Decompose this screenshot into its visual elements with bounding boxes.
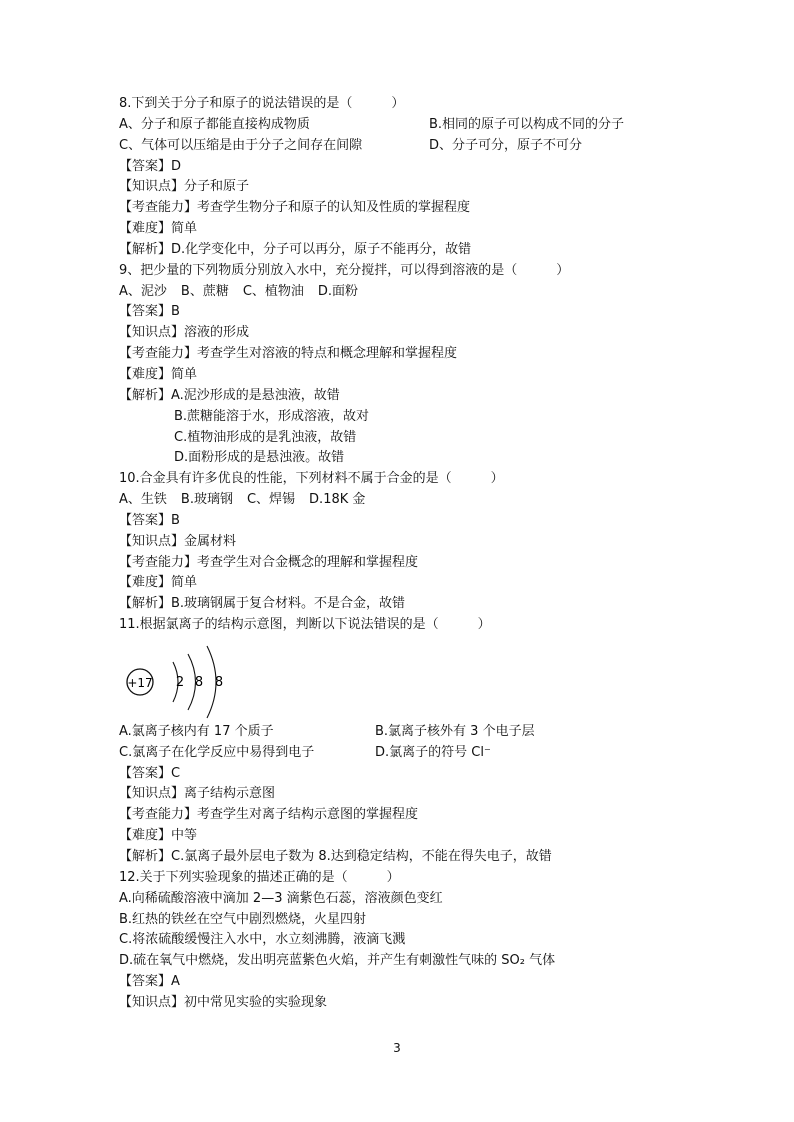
analysis-line: 【解析】B.玻璃钢属于复合材料。不是合金，故错 — [119, 596, 406, 612]
analysis-line: 【解析】A.泥沙形成的是悬浊液，故错 — [119, 387, 340, 403]
question-title: 8.下到关于分子和原子的说法错误的是（ ） — [119, 96, 405, 111]
document-body — [119, 94, 679, 1014]
difficulty-line: 【难度】简单 — [119, 366, 198, 382]
answer-option: C.将浓硫酸缓慢注入水中，水立刻沸腾，液滴飞溅 — [119, 932, 406, 948]
difficulty-line: 【难度】简单 — [119, 221, 198, 237]
question-title: 11.根据氯离子的结构示意图，判断以下说法错误的是（ ） — [119, 617, 491, 633]
answer-option: B.红热的铁丝在空气中剧烈燃烧，火星四射 — [119, 911, 367, 927]
option-row — [119, 115, 679, 136]
option-row — [119, 490, 679, 511]
answer-option: C、植物油 — [242, 283, 304, 299]
answer-option: B.玻璃钢 — [180, 492, 233, 508]
answer-line: 【答案】C — [119, 765, 181, 781]
answer-option: D、分子可分，原子不可分 — [429, 137, 583, 153]
answer-option: D.硫在氧气中燃烧，发出明亮蓝紫色火焰，并产生有刺激性气味的 SO₂ 气体 — [119, 953, 556, 969]
answer-option: A、分子和原子都能直接构成物质 — [119, 116, 310, 132]
answer-option: A、泥沙 — [119, 283, 167, 299]
question-title: 9、把少量的下列物质分别放入水中，充分搅拌，可以得到溶液的是（ ） — [119, 262, 570, 278]
answer-line: 【答案】B — [119, 512, 180, 528]
answer-option: C.氯离子在化学反应中易得到电子 — [119, 744, 315, 760]
ability-line: 【考查能力】考查学生物分子和原子的认知及性质的掌握程度 — [119, 200, 471, 216]
answer-option: A.向稀硫酸溶液中滴加 2—3 滴紫色石蕊，溶液颜色变红 — [119, 890, 443, 906]
analysis-line: D.面粉形成的是悬浊液。故错 — [174, 450, 345, 466]
page-number: 3 — [393, 1041, 401, 1055]
chloride-ion-structure-diagram — [119, 636, 679, 722]
difficulty-line: 【难度】简单 — [119, 575, 198, 591]
answer-option: A.氯离子核内有 17 个质子 — [119, 723, 274, 739]
answer-option: A、生铁 — [119, 492, 167, 508]
knowledge-line: 【知识点】分子和原子 — [119, 179, 250, 195]
answer-option: C、气体可以压缩是由于分子之间存在间隙 — [119, 137, 363, 153]
shell-electron-count: 8 — [214, 674, 224, 690]
ability-line: 【考查能力】考查学生对溶液的特点和概念理解和掌握程度 — [119, 346, 458, 362]
answer-option: B.氯离子核外有 3 个电子层 — [375, 723, 535, 739]
answer-option: D.氯离子的符号 Cl⁻ — [375, 744, 491, 760]
analysis-line: B.蔗糖能溶于水，形成溶液，故对 — [174, 408, 370, 424]
analysis-line: 【解析】C.氯离子最外层电子数为 8.达到稳定结构，不能在得失电子，故错 — [119, 849, 552, 864]
answer-option: D.18K 金 — [309, 492, 366, 508]
shell-electron-count: 2 — [175, 674, 185, 690]
answer-option: D.面粉 — [317, 283, 359, 299]
question-title: 10.合金具有许多优良的性能，下列材料不属于合金的是（ ） — [119, 471, 504, 487]
analysis-line: C.植物油形成的是乳浊液，故错 — [174, 429, 357, 445]
ability-line: 【考查能力】考查学生对合金概念的理解和掌握程度 — [119, 554, 419, 570]
knowledge-line: 【知识点】离子结构示意图 — [119, 786, 276, 802]
option-row — [119, 282, 679, 303]
question-title: 12.关于下列实验现象的描述正确的是（ ） — [119, 869, 400, 885]
knowledge-line: 【知识点】初中常见实验的实验现象 — [119, 994, 328, 1010]
answer-line: 【答案】A — [119, 974, 180, 990]
answer-line: 【答案】D — [119, 158, 182, 174]
answer-option: B、蔗糖 — [180, 283, 229, 299]
answer-option: B.相同的原子可以构成不同的分子 — [429, 116, 625, 132]
knowledge-line: 【知识点】溶液的形成 — [119, 325, 250, 341]
analysis-line: 【解析】D.化学变化中，分子可以再分，原子不能再分，故错 — [119, 241, 472, 257]
option-row — [119, 136, 679, 157]
answer-option: C、焊锡 — [246, 492, 296, 508]
answer-line: 【答案】B — [119, 304, 180, 320]
difficulty-line: 【难度】中等 — [119, 828, 198, 844]
shell-electron-count: 8 — [194, 674, 204, 690]
ability-line: 【考查能力】考查学生对离子结构示意图的掌握程度 — [119, 807, 419, 823]
ion-structure-svg — [123, 634, 243, 720]
nucleus-charge: +17 — [127, 675, 153, 690]
option-row — [119, 743, 679, 764]
option-row — [119, 722, 679, 743]
knowledge-line: 【知识点】金属材料 — [119, 533, 237, 549]
